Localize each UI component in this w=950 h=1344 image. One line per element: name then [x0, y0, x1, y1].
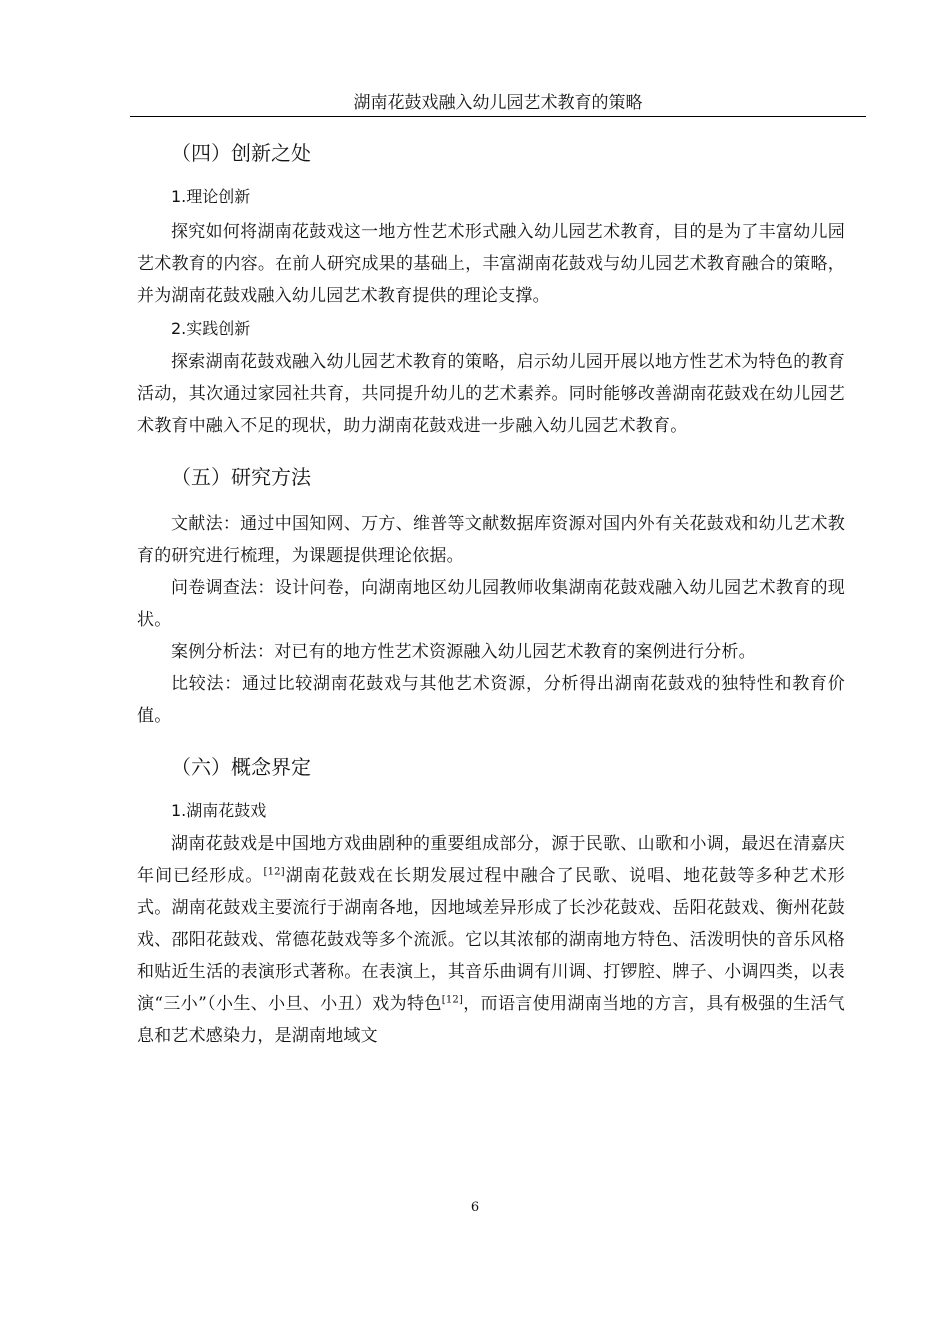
citation-12-first: [12]	[263, 866, 285, 878]
paragraph-text-b: 湖南花鼓戏在长期发展过程中融合了民歌、说唱、地花鼓等多种艺术形式。湖南花鼓戏主要流行于湖南各地，因地域差异形成了长沙花鼓戏、岳阳花鼓戏、衡州花鼓戏、邵阳花鼓戏、常德花鼓戏等多个流派。它以其浓郁的湖南地方特色、活泼明快的音乐风格和贴近生活的表演形式著称。在表演上，其音乐曲调有川调、打锣腔、牌子、小调四类，以表演“三小”（小生、小旦、小丑）戏为特色	[137, 866, 845, 1014]
subheading-hunan-huagu-opera: 1.湖南花鼓戏	[171, 801, 267, 820]
subheading-practical-innovation: 2.实践创新	[171, 319, 251, 338]
paragraph-theoretical-innovation: 探究如何将湖南花鼓戏这一地方性艺术形式融入幼儿园艺术教育，目的是为了丰富幼儿园艺术教育的内容。在前人研究成果的基础上，丰富湖南花鼓戏与幼儿园艺术教育融合的策略，并为湖南花鼓戏融入幼儿园艺术教育提供的理论支撑。	[137, 222, 845, 306]
method-questionnaire: 问卷调查法：设计问卷，向湖南地区幼儿园教师收集湖南花鼓戏融入幼儿园艺术教育的现状。	[137, 578, 845, 630]
paragraph-text-c: ，而语言使用湖南当地的方言，具有极强的生活气息和艺术感染力，是湖南地域文	[137, 994, 845, 1046]
paragraph-hunan-huagu-opera	[137, 828, 845, 1052]
paragraph-practical-innovation: 探索湖南花鼓戏融入幼儿园艺术教育的策略，启示幼儿园开展以地方性艺术为特色的教育活动，其次通过家园社共育，共同提升幼儿的艺术素养。同时能够改善湖南花鼓戏在幼儿园艺术教育中融入不足的现状，助力湖南花鼓戏进一步融入幼儿园艺术教育。	[137, 352, 845, 436]
page-number: 6	[470, 1200, 480, 1215]
running-header	[130, 90, 866, 117]
section-heading-concepts: （六）概念界定	[171, 755, 311, 779]
section-heading-innovation: （四）创新之处	[171, 141, 311, 165]
subheading-theoretical-innovation: 1.理论创新	[171, 187, 251, 206]
page-body	[137, 138, 845, 1052]
method-case-analysis: 案例分析法：对已有的地方性艺术资源融入幼儿园艺术教育的案例进行分析。	[171, 642, 756, 662]
paragraph-text-a: 湖南花鼓戏是中国地方戏曲剧种的重要组成部分，源于民歌、山歌和小调，最迟在清嘉庆年间已经形成。	[137, 834, 845, 886]
citation-12-second: [12]	[441, 994, 464, 1006]
method-literature: 文献法：通过中国知网、万方、维普等文献数据库资源对国内外有关花鼓戏和幼儿艺术教育的研究进行梳理，为课题提供理论依据。	[137, 514, 845, 566]
header-title: 湖南花鼓戏融入幼儿园艺术教育的策略	[353, 93, 643, 113]
method-comparison: 比较法：通过比较湖南花鼓戏与其他艺术资源，分析得出湖南花鼓戏的独特性和教育价值。	[137, 674, 845, 726]
section-heading-methods: （五）研究方法	[171, 465, 311, 489]
